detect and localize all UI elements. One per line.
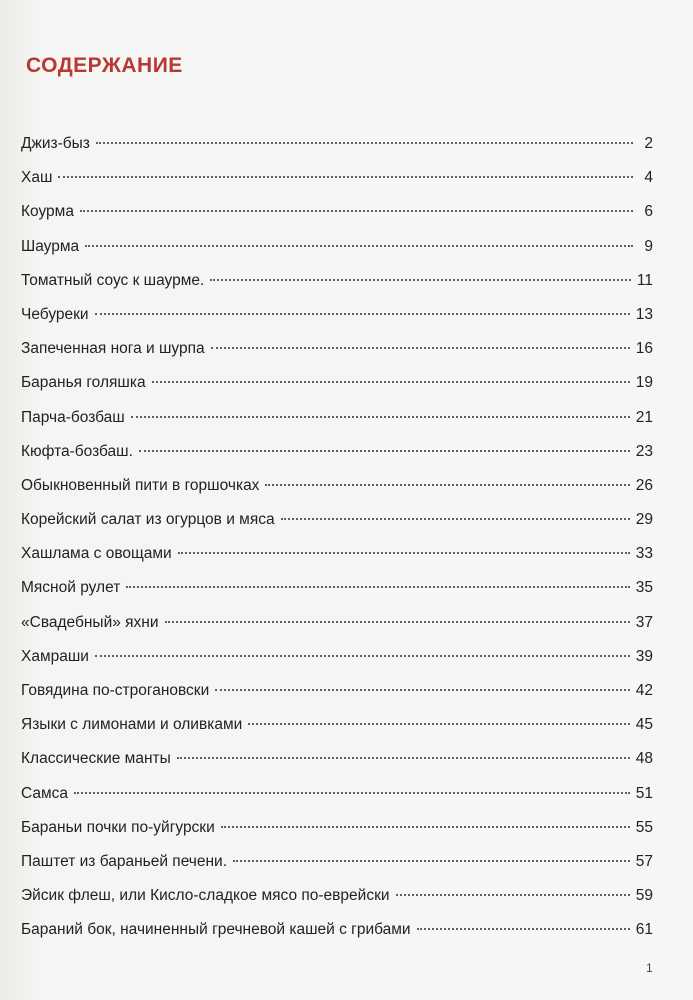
dot-leader (85, 244, 633, 247)
dot-leader (126, 585, 629, 588)
toc-entry-label: Паштет из бараньей печени. (21, 852, 228, 870)
toc-entry-label: Корейский салат из огурцов и мяса (21, 511, 275, 529)
dot-leader (74, 791, 630, 794)
dot-leader (178, 551, 630, 554)
toc-entry-label: Говядина по-строгановски (21, 682, 210, 699)
toc-entry-label: Хашлама с овощами (21, 545, 172, 563)
toc-entry-label: Джиз-быз (21, 135, 90, 152)
dot-leader (152, 380, 630, 383)
toc-entry-page: 33 (635, 545, 653, 563)
toc-entry (21, 298, 653, 332)
toc-entry-label: Кюфта-бозбаш. (21, 442, 133, 460)
toc-entry (21, 469, 653, 503)
toc-entry-page: 57 (635, 852, 653, 870)
toc-entry-page: 6 (644, 203, 653, 221)
toc-entry (21, 401, 653, 435)
toc-entry (21, 742, 653, 776)
toc-entry-label: Баранья голяшка (21, 374, 146, 392)
dot-leader (95, 312, 630, 315)
toc-entry-label: Парча-бозбаш (21, 408, 125, 426)
toc-entry-page: 9 (644, 237, 653, 255)
toc-entry-page: 16 (635, 340, 653, 358)
toc-entry (21, 264, 653, 298)
toc-entry-label: Шаурма (21, 237, 80, 255)
toc-entry-label: Языки с лимонами и оливками (21, 716, 243, 734)
toc-entry (21, 640, 653, 674)
toc-entry-page: 35 (635, 579, 653, 597)
toc-entry-page: 42 (635, 682, 653, 699)
dot-leader (265, 483, 629, 486)
toc-entry-label: Самса (21, 784, 69, 802)
toc-entry-page: 19 (635, 374, 653, 392)
dot-leader (58, 175, 633, 178)
toc-entry-label: «Свадебный» яхни (21, 613, 159, 631)
page-number: 1 (646, 961, 653, 975)
toc-entry-page: 37 (635, 613, 653, 631)
dot-leader (248, 722, 629, 725)
dot-leader (177, 756, 630, 759)
toc-entry (21, 332, 653, 366)
toc-entry-page: 2 (644, 135, 653, 152)
toc-entry (21, 230, 653, 264)
dot-leader (210, 278, 631, 281)
toc-entry-label: Чебуреки (21, 305, 89, 323)
toc-entry (21, 811, 653, 845)
toc-entry (21, 366, 653, 400)
dot-leader (233, 859, 630, 862)
toc-entry-label: Бараний бок, начиненный гречневой кашей с грибами (21, 921, 411, 939)
toc-entry (21, 708, 653, 742)
toc-entry (21, 195, 653, 229)
toc-entry-label: Обыкновенный пити в горшочках (21, 476, 260, 494)
toc-entry-page: 29 (635, 511, 653, 529)
toc-entry (21, 674, 653, 708)
dot-leader (80, 209, 633, 212)
dot-leader (139, 449, 630, 452)
toc-entry-page: 21 (635, 408, 653, 426)
dot-leader (281, 517, 630, 520)
toc-entry-label: Бараньи почки по-уйгурски (21, 818, 215, 836)
toc-entry (21, 879, 653, 913)
toc-entry (21, 913, 653, 947)
toc-entry-page: 45 (635, 716, 653, 734)
toc-entry-label: Эйсик флеш, или Кисло-сладкое мясо по-еврейски (21, 887, 390, 905)
toc-entry-page: 23 (635, 442, 653, 460)
toc-entry (21, 537, 653, 571)
dot-leader (396, 893, 630, 896)
toc-entry-page: 51 (635, 784, 653, 802)
toc-entry-label: Хамраши (21, 647, 89, 665)
toc-entry-page: 48 (635, 750, 653, 768)
toc-entry (21, 435, 653, 469)
toc-entry (21, 161, 653, 195)
table-of-contents (21, 127, 653, 948)
dot-leader (165, 620, 630, 623)
toc-entry-page: 4 (644, 169, 653, 187)
toc-entry (21, 606, 653, 640)
toc-entry (21, 503, 653, 537)
toc-entry-page: 59 (635, 887, 653, 905)
toc-entry-page: 26 (635, 476, 653, 494)
dot-leader (417, 927, 630, 930)
toc-entry-page: 61 (635, 921, 653, 939)
toc-entry-label: Томатный соус к шаурме. (21, 271, 205, 289)
toc-entry-label: Запеченная нога и шурпа (21, 340, 205, 358)
dot-leader (215, 688, 630, 691)
dot-leader (221, 825, 630, 828)
page-title: СОДЕРЖАНИЕ (26, 54, 183, 77)
toc-entry-page: 39 (635, 647, 653, 665)
toc-entry-page: 55 (635, 818, 653, 836)
toc-entry-label: Коурма (21, 203, 74, 221)
toc-entry-label: Хаш (21, 169, 53, 187)
dot-leader (95, 654, 630, 657)
toc-entry (21, 127, 653, 161)
toc-entry (21, 571, 653, 605)
toc-entry (21, 845, 653, 879)
toc-entry-page: 11 (636, 271, 653, 289)
toc-entry-label: Классические манты (21, 750, 171, 768)
dot-leader (211, 346, 630, 349)
toc-entry-label: Мясной рулет (21, 579, 121, 597)
toc-entry-page: 13 (635, 305, 653, 323)
dot-leader (96, 141, 633, 144)
dot-leader (131, 415, 630, 418)
toc-entry (21, 777, 653, 811)
